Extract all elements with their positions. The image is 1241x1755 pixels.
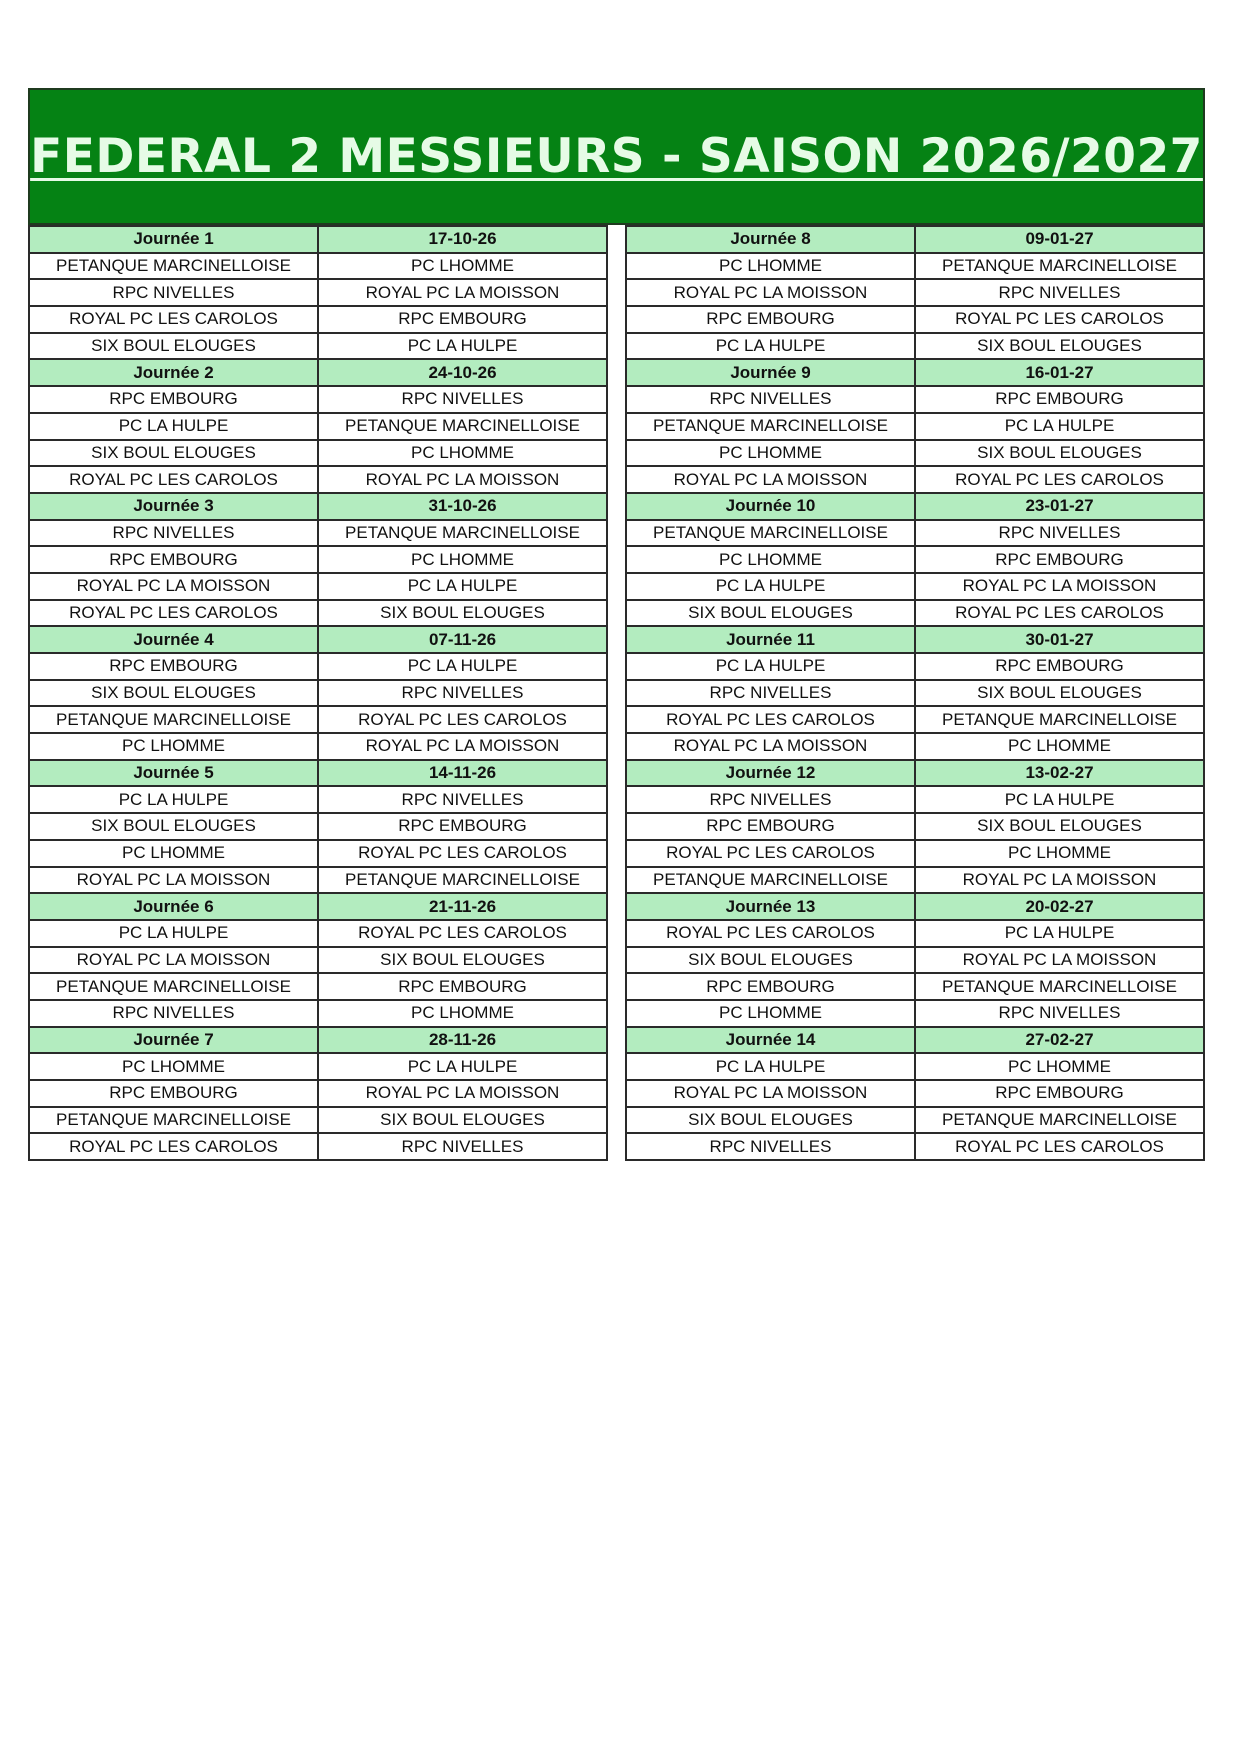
match-row (626, 680, 1204, 707)
round-date: 20-02-27 (915, 893, 1204, 920)
home-team: PC LHOMME (29, 840, 318, 867)
home-team: RPC NIVELLES (626, 1133, 915, 1160)
home-team: SIX BOUL ELOUGES (626, 947, 915, 974)
away-team: PC LA HULPE (915, 786, 1204, 813)
away-team: ROYAL PC LES CAROLOS (915, 600, 1204, 627)
round-date: 16-01-27 (915, 359, 1204, 386)
match-row (29, 306, 607, 333)
round-header-row (29, 359, 607, 386)
home-team: ROYAL PC LA MOISSON (29, 867, 318, 894)
away-team: PETANQUE MARCINELLOISE (915, 706, 1204, 733)
away-team: ROYAL PC LA MOISSON (915, 947, 1204, 974)
home-team: PC LA HULPE (626, 653, 915, 680)
match-row (29, 653, 607, 680)
schedule-table-right (625, 225, 1205, 1161)
home-team: PETANQUE MARCINELLOISE (29, 973, 318, 1000)
round-date: 28-11-26 (318, 1027, 607, 1054)
match-row (29, 440, 607, 467)
round-label: Journée 8 (626, 226, 915, 253)
home-team: SIX BOUL ELOUGES (29, 813, 318, 840)
round-date: 07-11-26 (318, 626, 607, 653)
away-team: PC LHOMME (318, 253, 607, 280)
match-row (626, 279, 1204, 306)
away-team: ROYAL PC LES CAROLOS (318, 840, 607, 867)
match-row (29, 333, 607, 360)
round-header-row (626, 226, 1204, 253)
home-team: ROYAL PC LA MOISSON (626, 466, 915, 493)
away-team: ROYAL PC LA MOISSON (318, 466, 607, 493)
home-team: ROYAL PC LES CAROLOS (626, 920, 915, 947)
round-label: Journée 12 (626, 760, 915, 787)
home-team: PETANQUE MARCINELLOISE (626, 520, 915, 547)
home-team: SIX BOUL ELOUGES (626, 1107, 915, 1134)
match-row (29, 680, 607, 707)
away-team: PETANQUE MARCINELLOISE (915, 973, 1204, 1000)
home-team: ROYAL PC LA MOISSON (626, 733, 915, 760)
home-team: PETANQUE MARCINELLOISE (29, 253, 318, 280)
match-row (29, 600, 607, 627)
round-date: 09-01-27 (915, 226, 1204, 253)
match-row (626, 867, 1204, 894)
home-team: ROYAL PC LES CAROLOS (626, 706, 915, 733)
home-team: ROYAL PC LA MOISSON (29, 947, 318, 974)
match-row (626, 733, 1204, 760)
round-label: Journée 5 (29, 760, 318, 787)
round-label: Journée 14 (626, 1027, 915, 1054)
home-team: PETANQUE MARCINELLOISE (29, 706, 318, 733)
match-row (29, 279, 607, 306)
match-row (626, 440, 1204, 467)
match-row (626, 466, 1204, 493)
round-label: Journée 2 (29, 359, 318, 386)
home-team: RPC EMBOURG (626, 973, 915, 1000)
round-date: 13-02-27 (915, 760, 1204, 787)
away-team: SIX BOUL ELOUGES (915, 813, 1204, 840)
match-row (29, 867, 607, 894)
round-header-row (626, 626, 1204, 653)
home-team: SIX BOUL ELOUGES (626, 600, 915, 627)
away-team: SIX BOUL ELOUGES (318, 1107, 607, 1134)
match-row (29, 786, 607, 813)
title-banner (28, 88, 1205, 225)
home-team: ROYAL PC LA MOISSON (626, 1080, 915, 1107)
away-team: PETANQUE MARCINELLOISE (915, 1107, 1204, 1134)
away-team: RPC NIVELLES (318, 1133, 607, 1160)
away-team: PC LHOMME (318, 546, 607, 573)
away-team: ROYAL PC LES CAROLOS (915, 1133, 1204, 1160)
away-team: SIX BOUL ELOUGES (318, 947, 607, 974)
home-team: RPC EMBOURG (29, 1080, 318, 1107)
away-team: PC LHOMME (318, 440, 607, 467)
round-label: Journée 13 (626, 893, 915, 920)
home-team: ROYAL PC LES CAROLOS (29, 306, 318, 333)
round-label: Journée 1 (29, 226, 318, 253)
match-row (29, 1080, 607, 1107)
away-team: PC LA HULPE (318, 573, 607, 600)
page-title: FEDERAL 2 MESSIEURS - SAISON 2026/2027 (30, 129, 1203, 184)
match-row (29, 920, 607, 947)
match-row (626, 973, 1204, 1000)
match-row (626, 546, 1204, 573)
away-team: ROYAL PC LA MOISSON (915, 867, 1204, 894)
home-team: PETANQUE MARCINELLOISE (626, 413, 915, 440)
round-date: 31-10-26 (318, 493, 607, 520)
home-team: PC LA HULPE (29, 920, 318, 947)
away-team: RPC EMBOURG (915, 386, 1204, 413)
match-row (626, 573, 1204, 600)
match-row (29, 1107, 607, 1134)
match-row (29, 546, 607, 573)
away-team: ROYAL PC LES CAROLOS (318, 706, 607, 733)
match-row (626, 253, 1204, 280)
away-team: PETANQUE MARCINELLOISE (318, 413, 607, 440)
home-team: RPC NIVELLES (29, 1000, 318, 1027)
match-row (29, 973, 607, 1000)
round-label: Journée 7 (29, 1027, 318, 1054)
match-row (626, 520, 1204, 547)
home-team: RPC EMBOURG (29, 653, 318, 680)
away-team: PC LHOMME (318, 1000, 607, 1027)
away-team: PC LHOMME (915, 1053, 1204, 1080)
round-header-row (626, 493, 1204, 520)
round-label: Journée 9 (626, 359, 915, 386)
home-team: RPC NIVELLES (626, 386, 915, 413)
away-team: RPC NIVELLES (318, 386, 607, 413)
away-team: PC LA HULPE (915, 413, 1204, 440)
match-row (29, 706, 607, 733)
match-row (29, 573, 607, 600)
match-row (626, 920, 1204, 947)
schedule-table-left (28, 225, 608, 1161)
home-team: ROYAL PC LES CAROLOS (626, 840, 915, 867)
match-row (626, 840, 1204, 867)
match-row (626, 1080, 1204, 1107)
home-team: SIX BOUL ELOUGES (29, 680, 318, 707)
match-row (29, 1053, 607, 1080)
match-row (29, 466, 607, 493)
away-team: PC LHOMME (915, 840, 1204, 867)
round-header-row (29, 626, 607, 653)
round-header-row (29, 493, 607, 520)
home-team: PC LHOMME (29, 733, 318, 760)
round-header-row (626, 893, 1204, 920)
match-row (626, 306, 1204, 333)
away-team: PC LHOMME (915, 733, 1204, 760)
round-label: Journée 6 (29, 893, 318, 920)
home-team: ROYAL PC LA MOISSON (29, 573, 318, 600)
match-row (626, 706, 1204, 733)
home-team: PETANQUE MARCINELLOISE (29, 1107, 318, 1134)
home-team: PETANQUE MARCINELLOISE (626, 867, 915, 894)
match-row (626, 947, 1204, 974)
home-team: PC LHOMME (626, 546, 915, 573)
match-row (29, 386, 607, 413)
match-row (626, 413, 1204, 440)
home-team: PC LA HULPE (29, 413, 318, 440)
away-team: ROYAL PC LA MOISSON (318, 279, 607, 306)
away-team: ROYAL PC LA MOISSON (318, 733, 607, 760)
round-date: 14-11-26 (318, 760, 607, 787)
away-team: RPC NIVELLES (915, 1000, 1204, 1027)
away-team: SIX BOUL ELOUGES (915, 680, 1204, 707)
away-team: PC LA HULPE (318, 653, 607, 680)
round-header-row (29, 226, 607, 253)
home-team: PC LHOMME (626, 1000, 915, 1027)
match-row (626, 653, 1204, 680)
away-team: RPC EMBOURG (318, 306, 607, 333)
away-team: RPC EMBOURG (915, 653, 1204, 680)
home-team: RPC EMBOURG (29, 386, 318, 413)
away-team: RPC NIVELLES (318, 680, 607, 707)
match-row (29, 840, 607, 867)
away-team: SIX BOUL ELOUGES (915, 333, 1204, 360)
away-team: ROYAL PC LA MOISSON (915, 573, 1204, 600)
match-row (29, 813, 607, 840)
home-team: PC LHOMME (626, 440, 915, 467)
round-date: 23-01-27 (915, 493, 1204, 520)
home-team: RPC NIVELLES (29, 520, 318, 547)
away-team: PC LA HULPE (915, 920, 1204, 947)
home-team: RPC NIVELLES (29, 279, 318, 306)
round-date: 21-11-26 (318, 893, 607, 920)
away-team: SIX BOUL ELOUGES (915, 440, 1204, 467)
away-team: RPC NIVELLES (915, 279, 1204, 306)
match-row (626, 386, 1204, 413)
round-date: 24-10-26 (318, 359, 607, 386)
away-team: PETANQUE MARCINELLOISE (318, 867, 607, 894)
home-team: PC LA HULPE (626, 573, 915, 600)
round-label: Journée 4 (29, 626, 318, 653)
home-team: PC LHOMME (29, 1053, 318, 1080)
match-row (29, 413, 607, 440)
home-team: PC LA HULPE (626, 333, 915, 360)
match-row (626, 333, 1204, 360)
home-team: RPC EMBOURG (626, 813, 915, 840)
round-header-row (29, 760, 607, 787)
match-row (29, 253, 607, 280)
match-row (626, 1000, 1204, 1027)
home-team: SIX BOUL ELOUGES (29, 440, 318, 467)
home-team: ROYAL PC LES CAROLOS (29, 466, 318, 493)
away-team: ROYAL PC LES CAROLOS (915, 466, 1204, 493)
away-team: RPC EMBOURG (318, 973, 607, 1000)
match-row (626, 813, 1204, 840)
away-team: RPC EMBOURG (915, 1080, 1204, 1107)
round-header-row (626, 760, 1204, 787)
away-team: RPC NIVELLES (318, 786, 607, 813)
round-label: Journée 3 (29, 493, 318, 520)
home-team: ROYAL PC LES CAROLOS (29, 600, 318, 627)
away-team: PC LA HULPE (318, 333, 607, 360)
match-row (29, 1133, 607, 1160)
match-row (626, 1053, 1204, 1080)
round-header-row (29, 1027, 607, 1054)
round-header-row (29, 893, 607, 920)
round-date: 27-02-27 (915, 1027, 1204, 1054)
away-team: RPC EMBOURG (915, 546, 1204, 573)
away-team: RPC EMBOURG (318, 813, 607, 840)
home-team: RPC EMBOURG (29, 546, 318, 573)
round-label: Journée 11 (626, 626, 915, 653)
home-team: PC LA HULPE (29, 786, 318, 813)
round-header-row (626, 359, 1204, 386)
round-date: 30-01-27 (915, 626, 1204, 653)
away-team: ROYAL PC LA MOISSON (318, 1080, 607, 1107)
home-team: RPC EMBOURG (626, 306, 915, 333)
home-team: PC LHOMME (626, 253, 915, 280)
away-team: SIX BOUL ELOUGES (318, 600, 607, 627)
away-team: RPC NIVELLES (915, 520, 1204, 547)
away-team: PETANQUE MARCINELLOISE (318, 520, 607, 547)
away-team: PETANQUE MARCINELLOISE (915, 253, 1204, 280)
home-team: ROYAL PC LA MOISSON (626, 279, 915, 306)
round-header-row (626, 1027, 1204, 1054)
match-row (626, 786, 1204, 813)
match-row (29, 520, 607, 547)
home-team: SIX BOUL ELOUGES (29, 333, 318, 360)
away-team: ROYAL PC LES CAROLOS (318, 920, 607, 947)
away-team: ROYAL PC LES CAROLOS (915, 306, 1204, 333)
home-team: PC LA HULPE (626, 1053, 915, 1080)
round-label: Journée 10 (626, 493, 915, 520)
match-row (626, 1107, 1204, 1134)
match-row (29, 733, 607, 760)
away-team: PC LA HULPE (318, 1053, 607, 1080)
match-row (29, 947, 607, 974)
home-team: RPC NIVELLES (626, 680, 915, 707)
home-team: RPC NIVELLES (626, 786, 915, 813)
round-date: 17-10-26 (318, 226, 607, 253)
match-row (29, 1000, 607, 1027)
match-row (626, 1133, 1204, 1160)
match-row (626, 600, 1204, 627)
home-team: ROYAL PC LES CAROLOS (29, 1133, 318, 1160)
